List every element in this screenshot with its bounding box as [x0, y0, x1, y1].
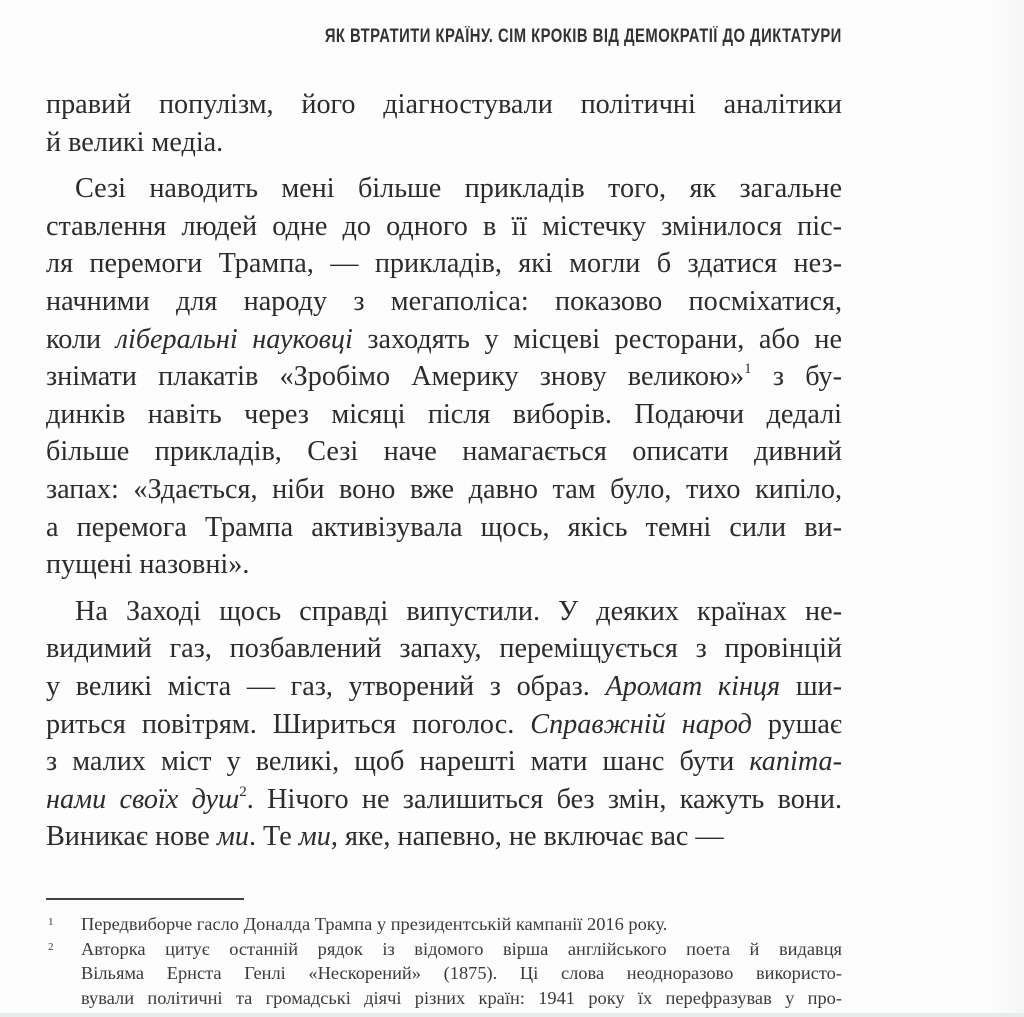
footnotes [46, 912, 842, 1010]
text-run: з бу- [751, 361, 842, 393]
paragraph-2-line [46, 283, 842, 321]
text-run: з малих міст у великі, щоб нарешті мати шанс бути [46, 746, 750, 778]
text-run: начними для народу з мегаполіса: показово посміхатися, [46, 285, 842, 317]
text-run: динків навіть через місяці після виборів. Подаючи дедалі [46, 398, 842, 430]
footnote-1 [46, 912, 842, 937]
page-edge-shadow [988, 0, 1024, 1017]
page-bottom-edge [0, 1013, 1024, 1017]
italic-text: капіта- [749, 746, 842, 778]
paragraph-3-line [46, 781, 842, 819]
footnote-number: 1 [48, 916, 54, 928]
text-run: й великі медіа. [46, 126, 224, 158]
text-run: , яке, напевно, не включає вас — [330, 821, 724, 853]
paragraph-3-line [46, 706, 842, 744]
italic-text: ми [216, 821, 249, 853]
running-header: ЯК ВТРАТИТИ КРАЇНУ. СІМ КРОКІВ ВІД ДЕМОКРАТІЇ ДО ДИКТАТУРИ [325, 26, 842, 47]
italic-text: Справжній народ [530, 708, 752, 740]
text-run: ставлення людей одне до одного в її містечку змінилося піс- [46, 210, 842, 242]
text-run: запах: «Здається, ніби воно вже давно там було, тихо кипіло, [46, 473, 842, 505]
paragraph-3-line [46, 743, 842, 781]
paragraph-gap [46, 584, 842, 593]
paragraph-2-line [46, 245, 842, 283]
paragraph-2-line [46, 321, 842, 359]
italic-text: ліберальні науковці [115, 323, 353, 355]
paragraph-3-line [46, 818, 842, 856]
paragraph-2-line [46, 433, 842, 471]
text-run: більше прикладів, Сезі наче намагається описати дивний [46, 436, 842, 468]
text-run: заходять у місцеві ресторани, або не [352, 323, 842, 355]
footnote-text-line: Вільяма Ернста Генлі «Нескорений» (1875). Ці слова неодноразово використо- [81, 963, 842, 983]
text-run: а перемога Трампа активізувала щось, якісь темні сили ви- [46, 511, 842, 543]
text-run: знімати плакатів «Зробімо Америку знову великою» [46, 361, 745, 393]
footnote-text-line: Авторка цитує останній рядок із відомого вірша англійського поета й видавця [81, 938, 842, 959]
text-run: На Заході щось справді випустили. У деяких країнах не- [75, 595, 842, 627]
paragraph-2-line [46, 358, 842, 396]
footnote-reference: 2 [239, 783, 247, 800]
text-run: риться повітрям. Шириться поголос. [46, 708, 531, 740]
paragraph-gap [46, 161, 842, 170]
footnote-text-line: вували політичні та громадські діячі різних країн: 1941 року їх перефразував у про- [81, 987, 842, 1008]
footnote-reference: 1 [744, 361, 752, 378]
text-run: . Нічого не залишиться без змін, кажуть вони. [246, 783, 842, 815]
paragraph-3-line [46, 668, 842, 706]
text-run: коли [46, 323, 116, 355]
text-run: Виникає нове [46, 821, 217, 853]
footnote-number: 2 [48, 940, 54, 953]
text-run: у великі міста — газ, утворений з образ. [46, 670, 606, 702]
paragraph-2-line [46, 208, 842, 246]
paragraph-2-line [46, 509, 842, 547]
paragraph-1-line [46, 86, 842, 124]
paragraph-1-line [46, 124, 842, 162]
footnote-divider [46, 898, 244, 900]
text-run: пущені назовні». [46, 549, 250, 581]
italic-text: Аромат кінця [605, 670, 781, 702]
paragraph-3-line [46, 593, 842, 631]
italic-text: ми [298, 821, 331, 853]
text-run: рушає [751, 708, 842, 740]
paragraph-2-line [46, 170, 842, 208]
paragraph-2-line [46, 396, 842, 434]
text-run: . Те [248, 821, 299, 853]
text-run: видимий газ, позбавлений запаху, переміщується з провінцій [46, 633, 842, 665]
text-run: правий популізм, його діагностували політичні аналітики [46, 89, 842, 120]
paragraph-3-line [46, 630, 842, 668]
paragraph-2-line [46, 546, 842, 584]
footnote-text-line: Передвиборче гасло Доналда Трампа у президентській кампанії 2016 року. [81, 914, 668, 934]
footnote-2 [46, 937, 842, 1011]
text-run: Сезі наводить мені більше прикладів того, як загальне [75, 173, 842, 205]
main-text [46, 86, 842, 856]
italic-text: нами своїх душ [46, 783, 240, 815]
text-run: ля перемоги Трампа, — прикладів, які могли б здатися нез- [46, 248, 842, 280]
paragraph-2-line [46, 471, 842, 509]
text-run: ши- [780, 670, 842, 702]
